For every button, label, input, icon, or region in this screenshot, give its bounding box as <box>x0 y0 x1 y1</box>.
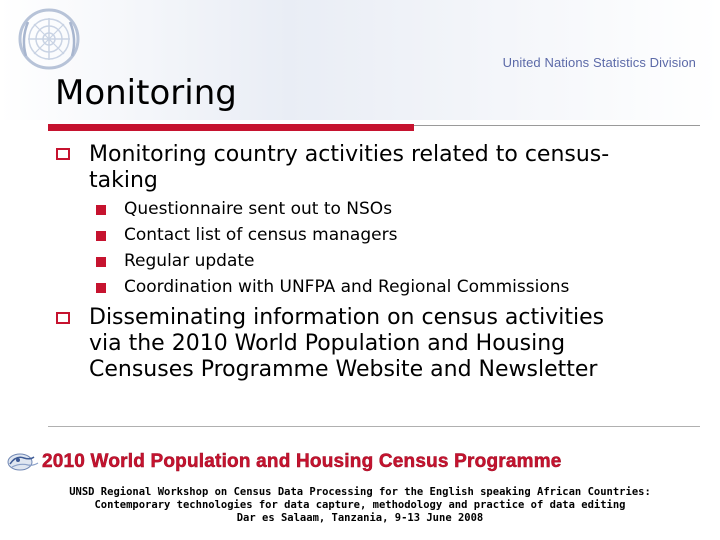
division-label: United Nations Statistics Division <box>502 55 696 70</box>
checkbox-bullet-icon <box>56 312 70 324</box>
programme-banner <box>4 449 678 476</box>
square-bullet-icon <box>96 257 106 267</box>
programme-banner-text: 2010 World Population and Housing Census Programme <box>42 451 562 472</box>
footer <box>0 486 720 525</box>
item1-line1: Monitoring country activities related to census- <box>89 142 610 167</box>
title-underline-accent <box>48 124 414 131</box>
footer-line: UNSD Regional Workshop on Census Data Processing for the English speaking African Countries: <box>69 486 651 498</box>
square-bullet-icon <box>96 231 106 241</box>
un-emblem-icon <box>18 8 80 70</box>
bottom-divider <box>48 426 700 427</box>
footer-line: Contemporary technologies for data capture, methodology and practice of data editing <box>94 499 626 511</box>
page-title: Monitoring <box>55 73 237 113</box>
sub-item: Regular update <box>124 251 255 271</box>
item1-line2: taking <box>89 168 158 193</box>
sub-item: Contact list of census managers <box>124 225 398 245</box>
item2-line2: via the 2010 World Population and Housing <box>89 331 566 356</box>
item2-line1: Disseminating information on census activities <box>89 305 605 330</box>
footer-line: Dar es Salaam, Tanzania, 9-13 June 2008 <box>236 512 484 524</box>
programme-logo-icon <box>6 451 40 473</box>
sub-item: Coordination with UNFPA and Regional Commissions <box>124 277 570 297</box>
square-bullet-icon <box>96 205 106 215</box>
square-bullet-icon <box>96 283 106 293</box>
sub-item: Questionnaire sent out to NSOs <box>124 199 393 219</box>
checkbox-bullet-icon <box>56 148 70 160</box>
item2-line3: Censuses Programme Website and Newsletter <box>89 357 598 382</box>
